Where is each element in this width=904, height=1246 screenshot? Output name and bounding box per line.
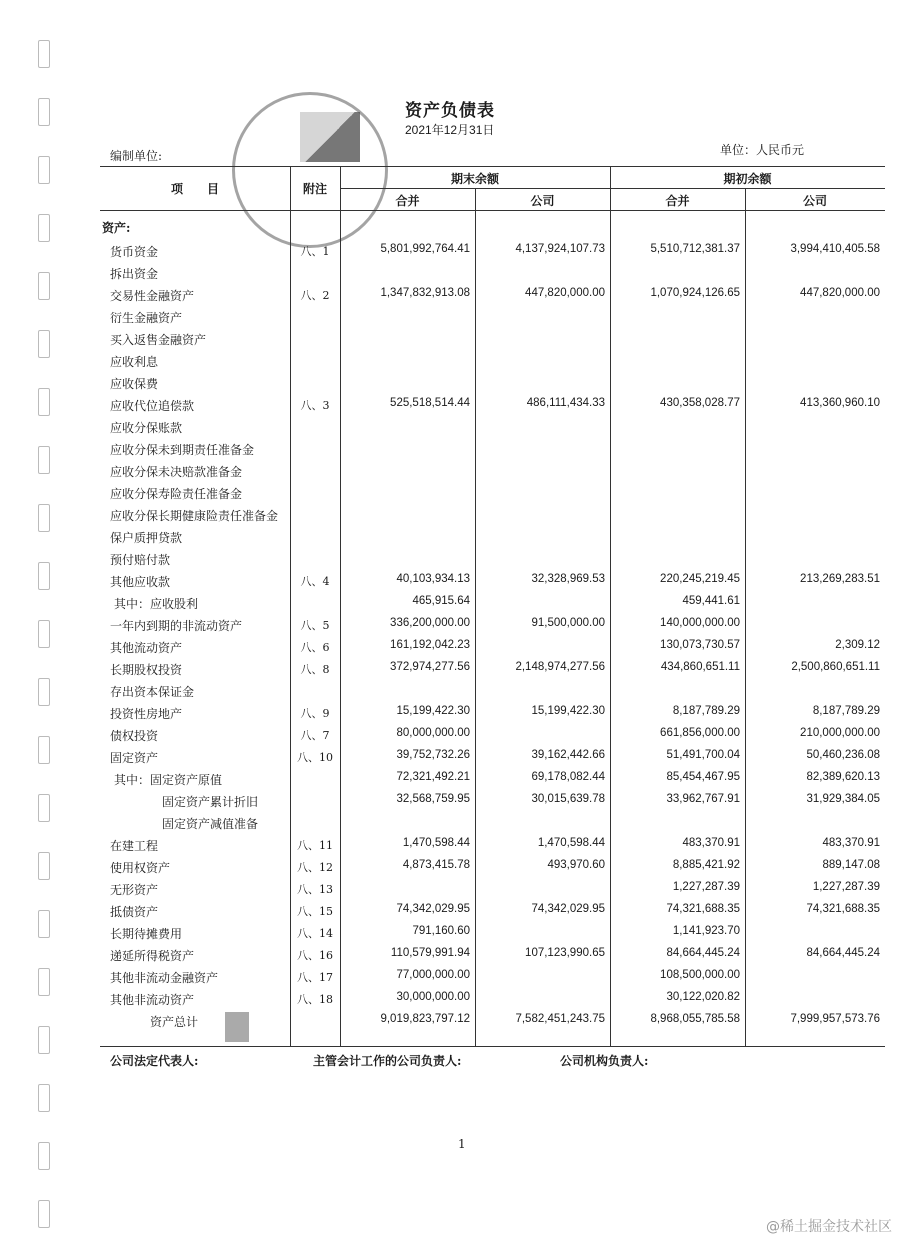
- cell-c1: 30,000,000.00: [396, 991, 470, 1003]
- header-consolidated: 合并: [395, 194, 420, 208]
- row-note: 八、7: [300, 729, 330, 742]
- binder-hole: [38, 504, 50, 532]
- row-label: 长期待摊费用: [110, 927, 183, 941]
- org-label: 编制单位:: [110, 149, 163, 163]
- table-row: [100, 768, 885, 790]
- header-note: 附注: [302, 182, 327, 196]
- cell-c1: 40,103,934.13: [396, 573, 470, 585]
- table-row: [100, 350, 885, 372]
- cell-c3: 84,664,445.24: [666, 947, 740, 959]
- row-label: 资产总计: [150, 1015, 199, 1029]
- cell-c3: 85,454,467.95: [666, 771, 740, 783]
- binder-hole: [38, 98, 50, 126]
- table-row: [100, 284, 885, 306]
- cell-c1: 80,000,000.00: [396, 727, 470, 739]
- binder-hole: [38, 736, 50, 764]
- row-label: 应收分保长期健康险责任准备金: [110, 509, 279, 523]
- binder-hole: [38, 272, 50, 300]
- table-row: [100, 438, 885, 460]
- cell-c4: 8,187,789.29: [812, 705, 880, 717]
- header-bottom-border: [100, 210, 885, 211]
- accounting-head-label: 主管会计工作的公司负责人:: [313, 1054, 462, 1068]
- row-label: 应收代位追偿款: [110, 399, 195, 413]
- row-label: 存出资本保证金: [110, 685, 195, 699]
- table-row: [100, 262, 885, 284]
- cell-c1: 110,579,991.94: [390, 947, 470, 959]
- cell-c1: 74,342,029.95: [396, 903, 470, 915]
- cell-c2: 107,123,990.65: [525, 947, 605, 959]
- cell-c4: 483,370.91: [822, 837, 880, 849]
- binder-hole: [38, 40, 50, 68]
- binder-hole: [38, 156, 50, 184]
- table-row: [100, 482, 885, 504]
- table-row: [100, 680, 885, 702]
- cell-c3: 220,245,219.45: [660, 573, 740, 585]
- cell-c1: 1,347,832,913.08: [380, 287, 470, 299]
- cell-c3: 8,885,421.92: [672, 859, 740, 871]
- table-row: [100, 328, 885, 350]
- cell-c4: 3,994,410,405.58: [790, 243, 880, 255]
- cell-c1: 372,974,277.56: [390, 661, 470, 673]
- row-label: 衍生金融资产: [110, 311, 183, 325]
- currency-unit: 单位：人民币元: [720, 143, 805, 157]
- cell-c2: 493,970.60: [547, 859, 605, 871]
- table-row: [100, 878, 885, 900]
- cell-c1: 9,019,823,797.12: [380, 1013, 470, 1025]
- cell-c1: 465,915.64: [412, 595, 470, 607]
- table-row: [100, 658, 885, 680]
- table-row: [100, 988, 885, 1010]
- cell-c4: 413,360,960.10: [800, 397, 880, 409]
- table-row: [100, 900, 885, 922]
- row-note: 八、2: [300, 289, 330, 302]
- row-label: 应收保费: [110, 377, 159, 391]
- row-note: 八、14: [297, 927, 333, 940]
- cell-c3: 661,856,000.00: [660, 727, 740, 739]
- cell-c4: 82,389,620.13: [806, 771, 880, 783]
- row-label: 固定资产减值准备: [162, 817, 259, 831]
- cell-c4: 31,929,384.05: [806, 793, 880, 805]
- cell-c2: 30,015,639.78: [531, 793, 605, 805]
- cell-c4: 2,500,860,651.11: [791, 661, 880, 673]
- table-row: [100, 966, 885, 988]
- cell-c3: 459,441.61: [682, 595, 740, 607]
- table-row: [100, 812, 885, 834]
- row-label: 递延所得税资产: [110, 949, 195, 963]
- cell-c1: 15,199,422.30: [396, 705, 470, 717]
- header-divider: [340, 188, 885, 189]
- cell-c1: 4,873,415.78: [402, 859, 470, 871]
- cell-c3: 108,500,000.00: [660, 969, 740, 981]
- cell-c3: 74,321,688.35: [666, 903, 740, 915]
- cell-c4: 447,820,000.00: [800, 287, 880, 299]
- cell-c4: 74,321,688.35: [806, 903, 880, 915]
- row-label: 其他流动资产: [110, 641, 183, 655]
- header-consolidated: 合并: [665, 194, 690, 208]
- table-row: [100, 570, 885, 592]
- cell-c1: 5,801,992,764.41: [380, 243, 470, 255]
- cell-c2: 4,137,924,107.73: [515, 243, 605, 255]
- cell-c3: 430,358,028.77: [660, 397, 740, 409]
- row-note: 八、5: [300, 619, 330, 632]
- row-note: 八、12: [297, 861, 333, 874]
- cell-c1: 161,192,042.23: [390, 639, 470, 651]
- cell-c3: 8,968,055,785.58: [650, 1013, 740, 1025]
- cell-c2: 91,500,000.00: [531, 617, 605, 629]
- binder-hole: [38, 1200, 50, 1228]
- row-note: 八、10: [297, 751, 333, 764]
- table-row: [100, 592, 885, 614]
- row-label: 其中：固定资产原值: [114, 773, 223, 787]
- header-item: 项 目: [170, 182, 219, 196]
- cell-c3: 51,491,700.04: [666, 749, 740, 761]
- cell-c2: 39,162,442.66: [531, 749, 605, 761]
- binder-hole: [38, 446, 50, 474]
- header-period-end: 期末余额: [450, 172, 499, 186]
- cell-c2: 32,328,969.53: [531, 573, 605, 585]
- table-row: [100, 240, 885, 262]
- cell-c3: 130,073,730.57: [660, 639, 740, 651]
- redacted-area: [300, 112, 360, 162]
- table-row: [100, 548, 885, 570]
- header-company: 公司: [530, 194, 555, 208]
- table-row: [100, 306, 885, 328]
- page-number: 1: [458, 1137, 466, 1151]
- row-note: 八、6: [300, 641, 330, 654]
- table-row: [100, 922, 885, 944]
- row-label: 其中：应收股利: [114, 597, 199, 611]
- section-assets: 资产:: [102, 221, 131, 235]
- binder-hole: [38, 620, 50, 648]
- row-label: 应收分保账款: [110, 421, 183, 435]
- cell-c4: 50,460,236.08: [806, 749, 880, 761]
- row-label: 其他非流动资产: [110, 993, 195, 1007]
- table-row: [100, 746, 885, 768]
- row-note: 八、4: [300, 575, 330, 588]
- row-label: 保户质押贷款: [110, 531, 183, 545]
- table-row: [100, 504, 885, 526]
- cell-c3: 8,187,789.29: [672, 705, 740, 717]
- cell-c4: 7,999,957,573.76: [790, 1013, 880, 1025]
- table-row: [100, 526, 885, 548]
- redacted-area: [225, 1012, 249, 1042]
- page-title: 资产负债表: [405, 101, 495, 121]
- cell-c3: 30,122,020.82: [666, 991, 740, 1003]
- cell-c2: 486,111,434.33: [526, 397, 605, 409]
- cell-c1: 525,518,514.44: [390, 397, 470, 409]
- row-label: 无形资产: [110, 883, 159, 897]
- row-label: 应收利息: [110, 355, 159, 369]
- row-label: 交易性金融资产: [110, 289, 195, 303]
- row-note: 八、15: [297, 905, 333, 918]
- table-row: [100, 702, 885, 724]
- cell-c1: 72,321,492.21: [396, 771, 470, 783]
- cell-c1: 791,160.60: [412, 925, 470, 937]
- table-row: [100, 636, 885, 658]
- row-label: 买入返售金融资产: [110, 333, 207, 347]
- table-row: [100, 1010, 885, 1032]
- row-label: 预付赔付款: [110, 553, 171, 567]
- row-label: 货币资金: [110, 245, 159, 259]
- cell-c2: 7,582,451,243.75: [515, 1013, 605, 1025]
- report-date: 2021年12月31日: [405, 123, 495, 137]
- cell-c4: 2,309.12: [835, 639, 880, 651]
- binder-hole: [38, 910, 50, 938]
- row-note: 八、16: [297, 949, 333, 962]
- row-label: 其他应收款: [110, 575, 171, 589]
- cell-c4: 210,000,000.00: [800, 727, 880, 739]
- cell-c1: 77,000,000.00: [396, 969, 470, 981]
- row-note: 八、3: [300, 399, 330, 412]
- binder-hole: [38, 1142, 50, 1170]
- row-label: 应收分保未决赔款准备金: [110, 465, 243, 479]
- cell-c1: 1,470,598.44: [402, 837, 470, 849]
- row-label: 拆出资金: [110, 267, 159, 281]
- cell-c3: 434,860,651.11: [660, 661, 740, 673]
- cell-c1: 32,568,759.95: [396, 793, 470, 805]
- row-label: 在建工程: [110, 839, 159, 853]
- table-row: [100, 416, 885, 438]
- row-label: 使用权资产: [110, 861, 171, 875]
- cell-c2: 69,178,082.44: [531, 771, 605, 783]
- binder-hole: [38, 1084, 50, 1112]
- watermark: @稀土掘金技术社区: [766, 1219, 892, 1235]
- cell-c3: 5,510,712,381.37: [650, 243, 740, 255]
- row-label: 应收分保未到期责任准备金: [110, 443, 255, 457]
- binder-hole: [38, 852, 50, 880]
- row-note: 八、9: [300, 707, 330, 720]
- row-note: 八、11: [297, 839, 333, 852]
- row-label: 其他非流动金融资产: [110, 971, 219, 985]
- table-bottom-border: [100, 1046, 885, 1047]
- table-row: [100, 394, 885, 416]
- row-note: 八、1: [300, 245, 330, 258]
- binder-hole: [38, 794, 50, 822]
- table-row: [100, 834, 885, 856]
- row-label: 抵债资产: [110, 905, 159, 919]
- row-note: 八、13: [297, 883, 333, 896]
- row-label: 固定资产累计折旧: [162, 795, 259, 809]
- row-note: 八、18: [297, 993, 333, 1006]
- table-row: [100, 372, 885, 394]
- cell-c3: 1,227,287.39: [672, 881, 740, 893]
- binder-hole: [38, 214, 50, 242]
- row-label: 一年内到期的非流动资产: [110, 619, 243, 633]
- binder-hole: [38, 562, 50, 590]
- cell-c2: 1,470,598.44: [537, 837, 605, 849]
- cell-c2: 2,148,974,277.56: [515, 661, 605, 673]
- header-period-begin: 期初余额: [723, 172, 772, 186]
- table-row: [100, 856, 885, 878]
- cell-c3: 1,141,923.70: [672, 925, 740, 937]
- table-row: [100, 460, 885, 482]
- cell-c2: 15,199,422.30: [531, 705, 605, 717]
- cell-c4: 84,664,445.24: [806, 947, 880, 959]
- binder-hole: [38, 330, 50, 358]
- cell-c2: 447,820,000.00: [525, 287, 605, 299]
- cell-c4: 1,227,287.39: [812, 881, 880, 893]
- row-label: 长期股权投资: [110, 663, 183, 677]
- table-row: [100, 614, 885, 636]
- binder-hole: [38, 388, 50, 416]
- cell-c3: 140,000,000.00: [660, 617, 740, 629]
- header-company: 公司: [802, 194, 827, 208]
- binder-hole: [38, 968, 50, 996]
- row-label: 债权投资: [110, 729, 159, 743]
- cell-c4: 213,269,283.51: [800, 573, 880, 585]
- accounting-dept-head-label: 公司机构负责人:: [560, 1054, 649, 1068]
- cell-c2: 74,342,029.95: [531, 903, 605, 915]
- row-note: 八、17: [297, 971, 333, 984]
- row-note: 八、8: [300, 663, 330, 676]
- cell-c1: 39,752,732.26: [396, 749, 470, 761]
- table-row: [100, 944, 885, 966]
- legal-rep-label: 公司法定代表人:: [110, 1054, 199, 1068]
- table-top-border: [100, 166, 885, 167]
- row-label: 固定资产: [110, 751, 159, 765]
- row-label: 应收分保寿险责任准备金: [110, 487, 243, 501]
- cell-c3: 1,070,924,126.65: [650, 287, 740, 299]
- cell-c1: 336,200,000.00: [390, 617, 470, 629]
- table-row: [100, 790, 885, 812]
- binder-hole: [38, 678, 50, 706]
- binder-hole: [38, 1026, 50, 1054]
- row-label: 投资性房地产: [110, 707, 183, 721]
- cell-c3: 483,370.91: [682, 837, 740, 849]
- cell-c4: 889,147.08: [822, 859, 880, 871]
- table-row: [100, 724, 885, 746]
- cell-c3: 33,962,767.91: [666, 793, 740, 805]
